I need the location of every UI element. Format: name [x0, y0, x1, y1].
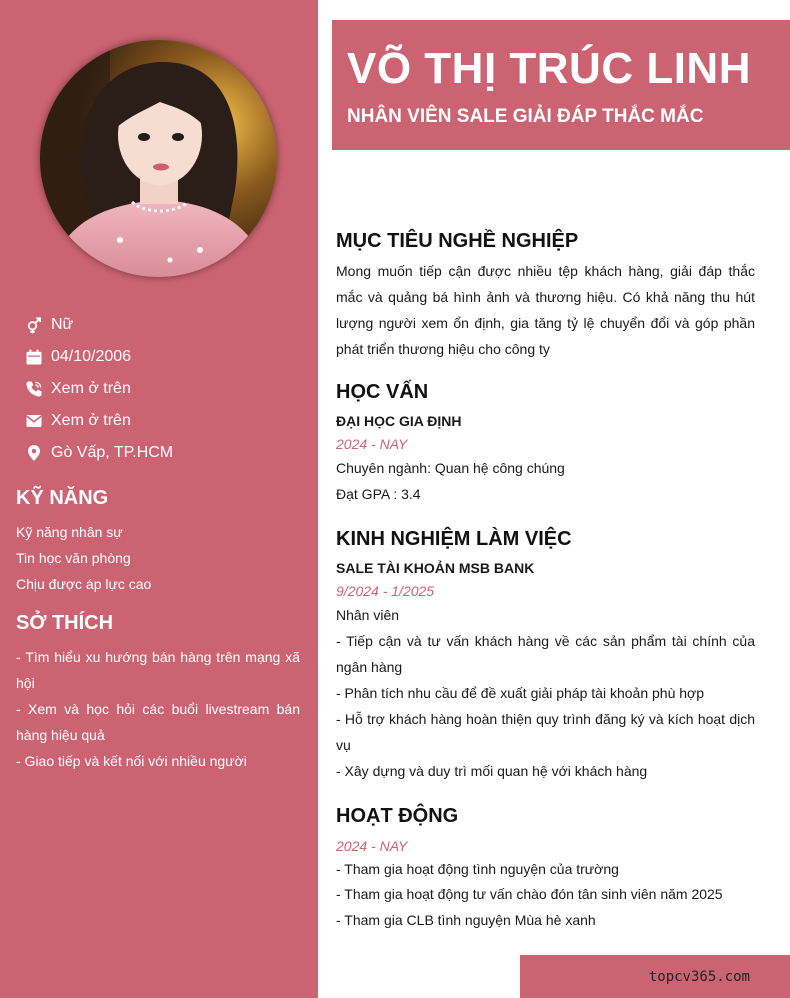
skills-heading: KỸ NĂNG: [16, 487, 109, 509]
experience-task: - Xây dựng và duy trì mối quan hệ với khách hàng: [336, 763, 648, 779]
education-heading: HỌC VẤN: [336, 381, 429, 403]
experience-section: [336, 526, 755, 784]
education-gpa: Đạt GPA : 3.4: [336, 486, 421, 502]
activity-item: - Tham gia CLB tình nguyện Mùa hè xanh: [336, 912, 596, 928]
phone-text: Xem ở trên: [51, 380, 131, 397]
avatar-photo: [40, 40, 277, 277]
education-period: 2024 - NAY: [336, 436, 408, 452]
location-icon: [24, 443, 44, 463]
experience-task: - Phân tích nhu cầu để đề xuất giải pháp tài khoản phù hợp: [336, 685, 705, 701]
experience-task: - Hỗ trợ khách hàng hoàn thiện quy trình đăng ký và kích hoạt dịch vụ: [336, 711, 755, 753]
objective-section: [336, 228, 755, 362]
contact-gender: [24, 309, 304, 341]
gender-text: Nữ: [51, 316, 74, 333]
objective-heading: MỤC TIÊU NGHỀ NGHIỆP: [336, 230, 579, 252]
email-text: Xem ở trên: [51, 412, 131, 429]
address-text: Gò Vấp, TP.HCM: [51, 444, 174, 461]
contact-list: [24, 309, 304, 469]
activities-heading: HOẠT ĐỘNG: [336, 805, 459, 827]
avatar: [40, 40, 277, 277]
hobby-item: - Xem và học hỏi các buổi livestream bán hàng hiệu quả: [16, 701, 300, 743]
header-banner: [332, 20, 790, 150]
skill-item: Chịu được áp lực cao: [16, 576, 152, 592]
activity-item: - Tham gia hoạt động tình nguyện của trường: [336, 861, 619, 877]
activities-period: 2024 - NAY: [336, 838, 408, 854]
footer-banner: [520, 955, 790, 998]
education-major: Chuyên ngành: Quan hệ công chúng: [336, 460, 565, 476]
contact-birthdate: [24, 341, 304, 373]
objective-text: Mong muốn tiếp cận được nhiều tệp khách hàng, giải đáp thắc mắc và quảng bá hình ảnh và thương hiệu. Có khả năng thu hút lượng người xem ổn định, gia tăng tỷ lệ chuyển đổi và góp phần phát triển thương hiệu cho công ty: [336, 263, 755, 357]
experience-heading: KINH NGHIỆM LÀM VIỆC: [336, 528, 572, 550]
candidate-name: VÕ THỊ TRÚC LINH: [347, 44, 751, 93]
phone-icon: [24, 379, 44, 399]
hobby-item: - Tìm hiểu xu hướng bán hàng trên mạng xã hội: [16, 649, 300, 691]
gender-icon: [24, 315, 44, 335]
company-name: SALE TÀI KHOẢN MSB BANK: [336, 560, 535, 576]
activities-section: [336, 803, 755, 933]
activity-item: - Tham gia hoạt động tư vấn chào đón tân sinh viên năm 2025: [336, 886, 723, 902]
birthdate-text: 04/10/2006: [51, 348, 132, 365]
email-icon: [24, 411, 44, 431]
job-title: NHÂN VIÊN SALE GIẢI ĐÁP THẮC MẮC: [347, 106, 704, 127]
contact-address: [24, 437, 304, 469]
experience-role: Nhân viên: [336, 607, 400, 623]
calendar-icon: [24, 347, 44, 367]
hobbies-heading: SỞ THÍCH: [16, 612, 114, 634]
site-watermark: topcv365.com: [648, 969, 750, 985]
contact-email: [24, 405, 304, 437]
hobbies-section: [16, 610, 300, 774]
experience-period: 9/2024 - 1/2025: [336, 583, 435, 599]
hobby-item: - Giao tiếp và kết nối với nhiều người: [16, 753, 247, 769]
sidebar: [0, 0, 318, 998]
skill-item: Tin học văn phòng: [16, 550, 131, 566]
school-name: ĐẠI HỌC GIA ĐỊNH: [336, 413, 462, 429]
education-section: [336, 379, 755, 507]
skill-item: Kỹ năng nhân sự: [16, 524, 123, 540]
contact-phone: [24, 373, 304, 405]
experience-task: - Tiếp cận và tư vấn khách hàng về các sản phẩm tài chính của ngân hàng: [336, 633, 755, 675]
skills-section: [16, 485, 300, 597]
